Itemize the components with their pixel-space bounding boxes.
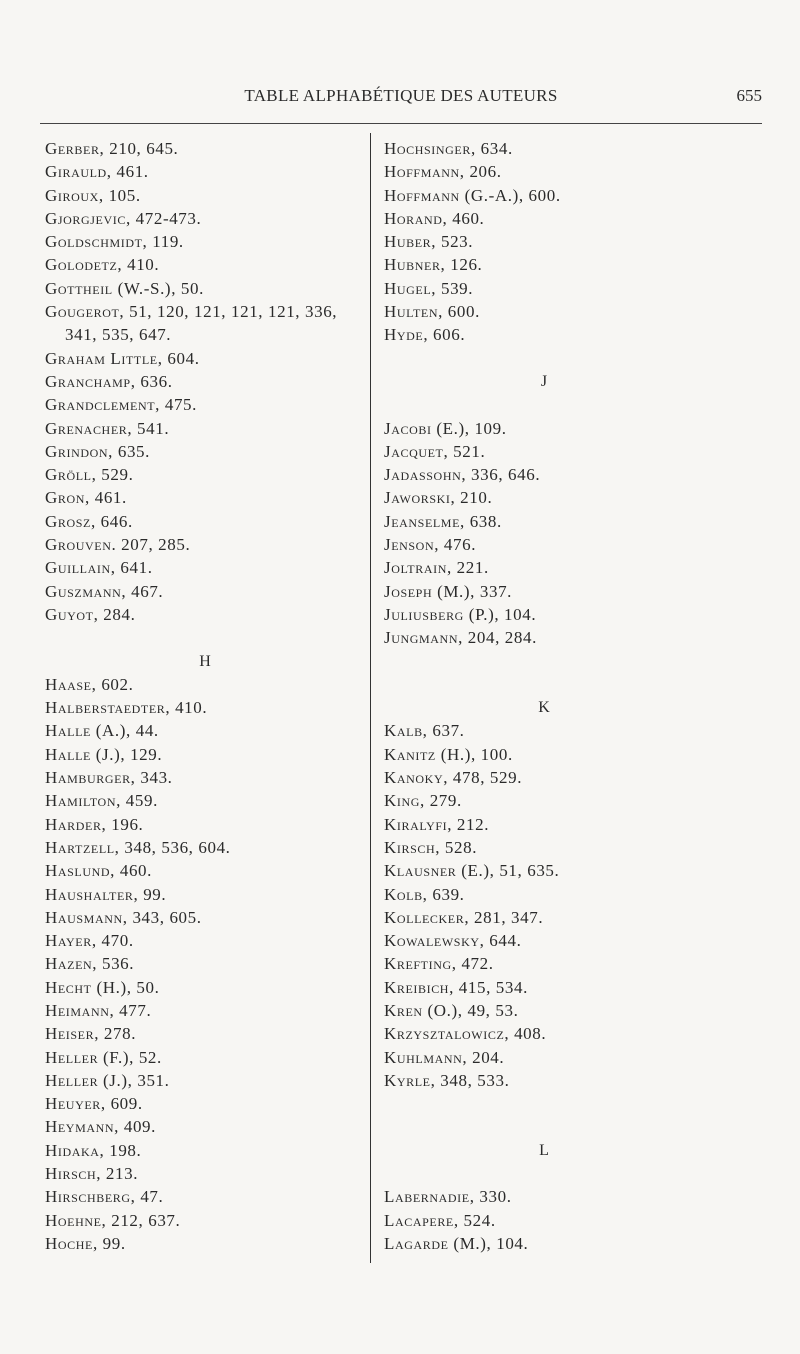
index-entry: Gottheil (W.-S.), 50. <box>45 278 204 298</box>
index-entry: Hugel, 539. <box>384 278 474 298</box>
index-entry: Lagarde (M.), 104. <box>384 1233 529 1253</box>
index-entry: Grenacher, 541. <box>45 418 170 438</box>
index-entry: Granchamp, 636. <box>45 371 173 391</box>
index-entry: Kirsch, 528. <box>384 837 478 857</box>
page-header <box>40 86 762 110</box>
index-entry: Kyrle, 348, 533. <box>384 1070 510 1090</box>
index-entry: Jeanselme, 638. <box>384 511 502 531</box>
index-entry: Gjorgjevic, 472-473. <box>45 208 202 228</box>
index-entry-continuation: 341, 535, 647. <box>65 325 172 345</box>
index-entry: Heymann, 409. <box>45 1117 156 1137</box>
index-entry: Heller (J.), 351. <box>45 1070 170 1090</box>
index-entry: King, 279. <box>384 791 462 811</box>
index-entry: Grosz, 646. <box>45 511 133 531</box>
index-entry: Guillain, 641. <box>45 558 153 578</box>
index-entry: Joltrain, 221. <box>384 558 489 578</box>
index-entry: Harder, 196. <box>45 814 144 834</box>
index-entry: Hoehne, 212, 637. <box>45 1210 181 1230</box>
index-entry: Hoffmann, 206. <box>384 162 502 182</box>
index-entry: Jacquet, 521. <box>384 441 486 461</box>
index-entry: Kuhlmann, 204. <box>384 1047 505 1067</box>
section-letter-l: L <box>539 1141 549 1159</box>
index-entry: Kolb, 639. <box>384 884 465 904</box>
index-entry: Jaworski, 210. <box>384 488 493 508</box>
index-entry: Labernadie, 330. <box>384 1187 512 1207</box>
index-entry: Haase, 602. <box>45 674 134 694</box>
index-entry: Kollecker, 281, 347. <box>384 907 544 927</box>
index-entry: Krzysztalowicz, 408. <box>384 1024 547 1044</box>
index-entry: Kren (O.), 49, 53. <box>384 1000 519 1020</box>
index-entry: Kanitz (H.), 100. <box>384 744 513 764</box>
index-entry: Heuyer, 609. <box>45 1094 143 1114</box>
index-entry: Hazen, 536. <box>45 954 135 974</box>
section-gap <box>384 673 704 696</box>
index-entry: Halle (A.), 44. <box>45 721 159 741</box>
index-entry: Haslund, 460. <box>45 861 152 881</box>
index-entry: Girauld, 461. <box>45 162 149 182</box>
index-entry: Halberstaedter, 410. <box>45 698 208 718</box>
section-gap <box>384 1092 704 1115</box>
index-entry: Grandclement, 475. <box>45 395 197 415</box>
index-entry: Grindon, 635. <box>45 441 150 461</box>
index-entry: Giroux, 105. <box>45 185 141 205</box>
index-entry: Hidaka, 198. <box>45 1140 142 1160</box>
section-letter-j: J <box>540 372 548 390</box>
index-entry: Graham Little, 604. <box>45 348 200 368</box>
index-entry: Hulten, 600. <box>384 302 480 322</box>
index-entry: Hoche, 99. <box>45 1233 126 1253</box>
index-entry: Juliusberg (P.), 104. <box>384 604 537 624</box>
index-entry: Krefting, 472. <box>384 954 494 974</box>
index-entry: Kanoky, 478, 529. <box>384 768 523 788</box>
right-column <box>384 137 704 1255</box>
index-entry: Jacobi (E.), 109. <box>384 418 507 438</box>
index-entry: Goldschmidt, 119. <box>45 232 184 252</box>
page-title: TABLE ALPHABÉTIQUE DES AUTEURS <box>244 86 558 105</box>
header-rule <box>40 123 762 124</box>
index-entry: Guszmann, 467. <box>45 581 164 601</box>
column-divider <box>370 133 371 1263</box>
index-entry: Hamilton, 459. <box>45 791 158 811</box>
index-entry: Gougerot, 51, 120, 121, 121, 121, 336, <box>45 302 338 322</box>
index-entry: Kiralyfi, 212. <box>384 814 490 834</box>
index-entry: Jungmann, 204, 284. <box>384 628 537 648</box>
index-entry: Hartzell, 348, 536, 604. <box>45 837 231 857</box>
index-entry: Hamburger, 343. <box>45 768 173 788</box>
index-entry: Kreibich, 415, 534. <box>384 977 528 997</box>
index-entry: Kowalewsky, 644. <box>384 931 522 951</box>
index-entry: Haushalter, 99. <box>45 884 167 904</box>
index-entry: Hyde, 606. <box>384 325 466 345</box>
index-entry: Huber, 523. <box>384 232 474 252</box>
index-entry: Hecht (H.), 50. <box>45 977 160 997</box>
index-entry: Hirsch, 213. <box>45 1164 139 1184</box>
section-letter-k: K <box>538 699 550 717</box>
index-entry: Kalb, 637. <box>384 721 465 741</box>
index-entry: Jenson, 476. <box>384 535 477 555</box>
index-entry: Klausner (E.), 51, 635. <box>384 861 560 881</box>
index-entry: Heimann, 477. <box>45 1000 152 1020</box>
section-gap <box>384 650 704 673</box>
page-number: 655 <box>736 86 762 105</box>
index-entry: Hirschberg, 47. <box>45 1187 164 1207</box>
section-gap <box>384 347 704 370</box>
section-gap <box>384 1162 704 1185</box>
index-entry: Lacapere, 524. <box>384 1210 496 1230</box>
index-entry: Horand, 460. <box>384 208 485 228</box>
index-entry: Gröll, 529. <box>45 465 134 485</box>
index-entry: Gron, 461. <box>45 488 127 508</box>
index-entry: Grouven. 207, 285. <box>45 535 191 555</box>
index-entry: Hayer, 470. <box>45 931 134 951</box>
index-entry: Gerber, 210, 645. <box>45 139 179 158</box>
index-entry: Heiser, 278. <box>45 1024 137 1044</box>
index-entry: Hoffmann (G.-A.), 600. <box>384 185 561 205</box>
index-entry: Jadassohn, 336, 646. <box>384 465 541 485</box>
index-entry: Guyot, 284. <box>45 604 136 624</box>
index-entry: Joseph (M.), 337. <box>384 581 513 601</box>
section-gap <box>384 393 704 416</box>
section-gap <box>45 626 365 649</box>
left-column <box>45 137 365 1255</box>
index-entry: Hausmann, 343, 605. <box>45 907 202 927</box>
index-entry: Heller (F.), 52. <box>45 1047 162 1067</box>
index-entry: Hochsinger, 634. <box>384 139 513 158</box>
section-gap <box>384 1115 704 1138</box>
section-letter-h: H <box>199 652 211 670</box>
index-entry: Hubner, 126. <box>384 255 483 275</box>
index-entry: Halle (J.), 129. <box>45 744 163 764</box>
index-entry: Golodetz, 410. <box>45 255 160 275</box>
